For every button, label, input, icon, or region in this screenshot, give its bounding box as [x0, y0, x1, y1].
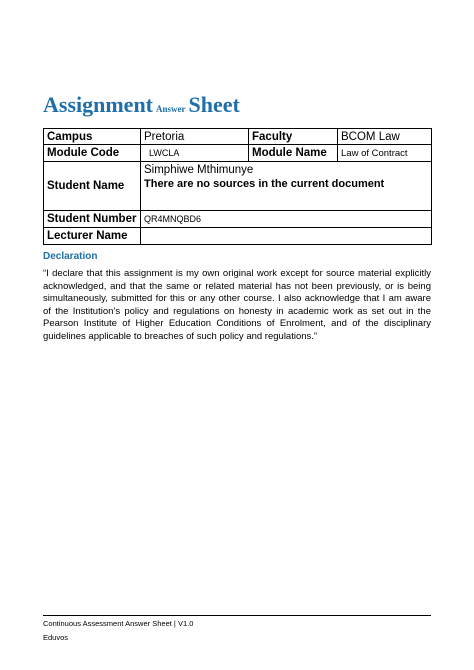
table-row: [44, 228, 432, 245]
student-name-cell[interactable]: [141, 162, 432, 211]
module-name-value[interactable]: Law of Contract: [338, 145, 432, 162]
assignment-info-table: [43, 128, 432, 245]
table-row: [44, 211, 432, 228]
lecturer-name-label: Lecturer Name: [44, 228, 141, 245]
title-word-sheet: Sheet: [188, 92, 240, 117]
module-code-value[interactable]: LWCLA: [141, 145, 249, 162]
footer-institution: Eduvos: [43, 633, 69, 642]
page-title: [43, 92, 240, 118]
table-row: [44, 162, 432, 211]
campus-label: Campus: [44, 129, 141, 145]
student-name-label: Student Name: [44, 162, 141, 211]
student-name-note: There are no sources in the current document: [144, 178, 385, 190]
title-word-answer: Answer: [156, 104, 186, 114]
student-name-value: Simphiwe Mthimunye: [144, 164, 254, 176]
faculty-value[interactable]: BCOM Law: [338, 129, 432, 145]
footer-document-info: Continuous Assessment Answer Sheet | V1.0: [43, 619, 194, 628]
table-row: [44, 129, 432, 145]
title-word-assignment: Assignment: [43, 92, 154, 117]
declaration-heading: Declaration: [43, 251, 98, 262]
module-code-label: Module Code: [44, 145, 141, 162]
table-row: [44, 145, 432, 162]
footer-divider: [43, 615, 431, 616]
student-number-label: Student Number: [44, 211, 141, 228]
campus-value[interactable]: Pretoria: [141, 129, 249, 145]
module-name-label: Module Name: [249, 145, 338, 162]
declaration-text: “I declare that this assignment is my own original work except for source material explicitly acknowledged, and that the same or related material has not been previously, or is being simultaneously, submitted for this or any other course. I also acknowledge that I am aware of the Institution’s policy and regulations on honesty in academic work as set out in the Pearson Institute of Higher Education Conditions of Enrolment, and of the disciplinary guidelines applicable to breaches of such policy and regulations.”: [43, 268, 431, 342]
student-number-value[interactable]: QR4MNQBD6: [141, 211, 432, 228]
faculty-label: Faculty: [249, 129, 338, 145]
lecturer-name-value[interactable]: [141, 228, 432, 245]
